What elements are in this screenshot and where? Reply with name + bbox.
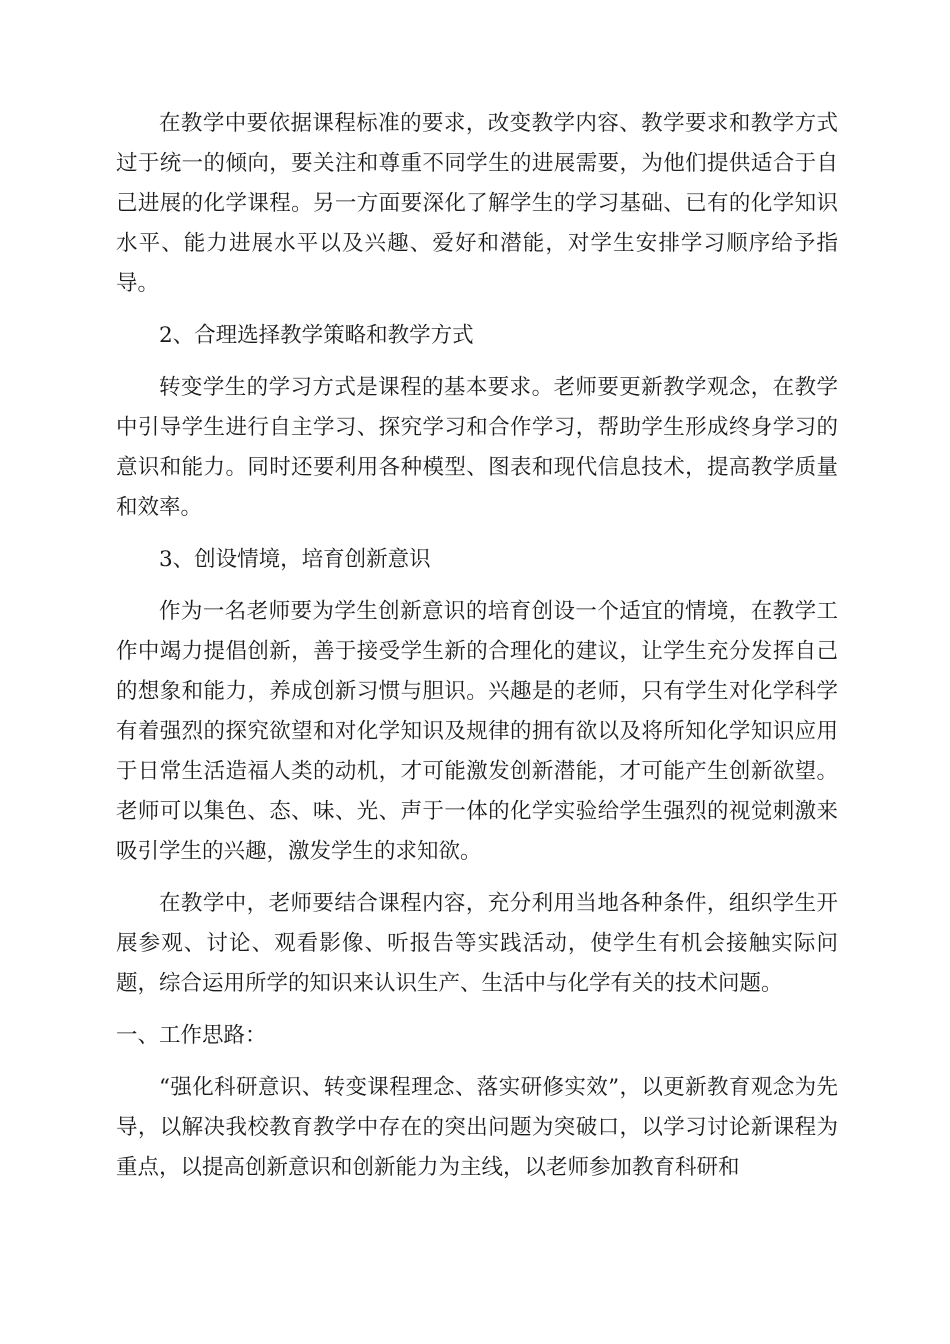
paragraph-innovation: 作为一名老师要为学生创新意识的培育创设一个适宜的情境，在教学工作中竭力提倡创新，善于接受学生新的合理化的建议，让学生充分发挥自己的想象和能力，养成创新习惯与胆识。兴趣是的老师，只有学生对化学科学有着强烈的探究欲望和对化学知识及规律的拥有欲以及将所知化学知识应用于日常生活造福人类的动机，才可能激发创新潜能，才可能产生创新欲望。老师可以集色、态、味、光、声于一体的化学实验给学生强烈的视觉刺激来吸引学生的兴趣，激发学生的求知欲。	[116, 599, 838, 864]
paragraph-practice-activities: 在教学中，老师要结合课程内容，充分利用当地各种条件，组织学生开展参观、讨论、观看影像、听报告等实践活动，使学生有机会接触实际问题，综合运用所学的知识来认识生产、生活中与化学有关的技术问题。	[116, 891, 838, 996]
heading-teaching-strategy: 2、合理选择教学策略和教学方式	[159, 323, 474, 348]
heading-work-ideas: 一、工作思路：	[116, 1023, 267, 1048]
document-page	[116, 104, 838, 1200]
paragraph-learning-method: 转变学生的学习方式是课程的基本要求。老师要更新教学观念，在教学中引导学生进行自主学习、探究学习和合作学习，帮助学生形成终身学习的意识和能力。同时还要利用各种模型、图表和现代信息技术，提高教学质量和效率。	[116, 375, 838, 520]
heading-create-situation: 3、创设情境，培育创新意识	[159, 547, 431, 572]
paragraph-work-ideas: “强化科研意识、转变课程理念、落实研修实效”，以更新教育观念为先导，以解决我校教育教学中存在的突出问题为突破口，以学习讨论新课程为重点，以提高创新意识和创新能力为主线，以老师参加教育科研和	[116, 1075, 838, 1180]
paragraph-teaching-requirements: 在教学中要依据课程标准的要求，改变教学内容、教学要求和教学方式过于统一的倾向，要关注和尊重不同学生的进展需要，为他们提供适合于自己进展的化学课程。另一方面要深化了解学生的学习基础、已有的化学知识水平、能力进展水平以及兴趣、爱好和潜能，对学生安排学习顺序给予指导。	[116, 111, 838, 296]
